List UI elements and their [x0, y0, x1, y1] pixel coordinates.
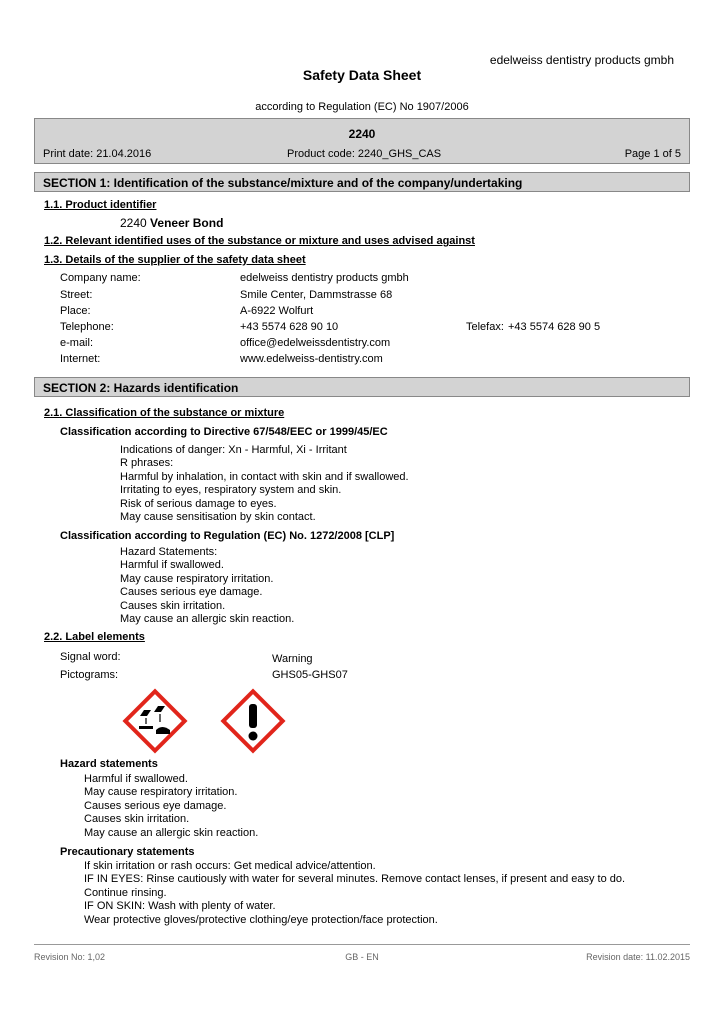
- print-date: Print date: 21.04.2016: [43, 148, 152, 160]
- hazard-statement-lines: [84, 773, 258, 840]
- product-number: 2240: [120, 216, 147, 230]
- internet-value: www.edelweiss-dentistry.com: [240, 353, 383, 365]
- precaution-line: If skin irritation or rash occurs: Get medical advice/attention.: [84, 860, 376, 872]
- clp-line: May cause an allergic skin reaction.: [120, 613, 295, 626]
- directive-lines: [120, 444, 409, 524]
- heading-1-2: 1.2. Relevant identified uses of the substance or mixture and uses advised against: [44, 235, 475, 247]
- street-label: Street:: [60, 289, 93, 301]
- pictograms-value: GHS05-GHS07: [272, 669, 348, 681]
- telefax-label: Telefax:: [466, 321, 504, 333]
- precaution-line: Wear protective gloves/protective clothing/eye protection/face protection.: [84, 913, 438, 926]
- telephone-label: Telephone:: [60, 321, 114, 333]
- internet-label: Internet:: [60, 353, 101, 365]
- place-label: Place:: [60, 305, 91, 317]
- product-name: Veneer Bond: [150, 216, 224, 230]
- telefax-value: +43 5574 628 90 5: [508, 321, 601, 333]
- clp-line: Harmful if swallowed.: [120, 559, 224, 572]
- directive-line: Harmful by inhalation, in contact with skin and if swallowed.: [120, 470, 409, 483]
- clp-line: Hazard Statements:: [120, 546, 218, 558]
- directive-line: Indications of danger: Xn - Harmful, Xi - Irritant: [120, 444, 347, 456]
- precaution-line: IF ON SKIN: Wash with plenty of water.: [84, 900, 276, 913]
- precautionary-lines: [84, 860, 625, 927]
- clp-heading: Classification according to Regulation (EC) No. 1272/2008 [CLP]: [60, 530, 395, 542]
- product-code: Product code: 2240_GHS_CAS: [287, 148, 442, 160]
- directive-heading: Classification according to Directive 67/548/EEC or 1999/45/EC: [60, 426, 388, 438]
- hazard-line: Causes skin irritation.: [84, 813, 190, 826]
- product-identifier: [120, 216, 223, 230]
- heading-1-1: 1.1. Product identifier: [44, 199, 157, 211]
- telephone-value: +43 5574 628 90 10: [240, 321, 339, 333]
- signal-word-value: Warning: [272, 653, 313, 665]
- product-code-title: 2240: [348, 127, 376, 141]
- signal-word-label: Signal word:: [60, 651, 121, 663]
- clp-line: Causes skin irritation.: [120, 599, 226, 612]
- precautionary-statements-heading: Precautionary statements: [60, 846, 195, 858]
- hazard-line: May cause respiratory irritation.: [84, 786, 238, 799]
- email-label: e-mail:: [60, 337, 94, 349]
- directive-line: Irritating to eyes, respiratory system and skin.: [120, 484, 342, 497]
- hazard-line: Harmful if swallowed.: [84, 773, 188, 785]
- directive-line: R phrases:: [120, 457, 174, 470]
- precaution-line: IF IN EYES: Rinse cautiously with water for several minutes. Remove contact lenses, if present and easy to do.: [84, 873, 626, 886]
- directive-line: May cause sensitisation by skin contact.: [120, 511, 316, 524]
- section1-header: SECTION 1: Identification of the substance/mixture and of the company/undertaking: [34, 172, 690, 192]
- revision-number: Revision No: 1,02: [34, 952, 106, 962]
- hazard-line: May cause an allergic skin reaction.: [84, 826, 259, 839]
- pictograms-label: Pictograms:: [60, 669, 119, 681]
- company-label: Company name:: [60, 272, 141, 284]
- company-value: edelweiss dentistry products gmbh: [240, 272, 409, 284]
- regulation-subtitle: according to Regulation (EC) No 1907/2006: [255, 101, 469, 113]
- heading-2-2: 2.2. Label elements: [44, 631, 145, 643]
- section2-header: SECTION 2: Hazards identification: [34, 377, 690, 397]
- heading-2-1: 2.1. Classification of the substance or mixture: [44, 407, 285, 419]
- revision-date: Revision date: 11.02.2015: [586, 952, 690, 962]
- document-title: Safety Data Sheet: [302, 67, 422, 83]
- email-value: office@edelweissdentistry.com: [240, 337, 391, 349]
- place-value: A-6922 Wolfurt: [240, 305, 314, 317]
- hazard-statements-heading: Hazard statements: [60, 758, 158, 770]
- directive-line: Risk of serious damage to eyes.: [120, 497, 277, 510]
- exclamation-pictogram-icon: [216, 684, 290, 758]
- header-box: [34, 118, 690, 164]
- heading-1-3: 1.3. Details of the supplier of the safety data sheet: [44, 254, 306, 266]
- precaution-line: Continue rinsing.: [84, 886, 167, 899]
- clp-line: May cause respiratory irritation.: [120, 572, 274, 585]
- language-code: GB - EN: [345, 952, 379, 962]
- clp-lines: [120, 546, 294, 626]
- hazard-line: Causes serious eye damage.: [84, 799, 227, 812]
- clp-line: Causes serious eye damage.: [120, 586, 263, 599]
- corrosion-pictogram-icon: [118, 684, 192, 758]
- page-number: Page 1 of 5: [624, 148, 681, 160]
- footer-divider: [34, 944, 690, 945]
- company-name-header: edelweiss dentistry products gmbh: [489, 53, 674, 67]
- street-value: Smile Center, Dammstrasse 68: [240, 289, 393, 301]
